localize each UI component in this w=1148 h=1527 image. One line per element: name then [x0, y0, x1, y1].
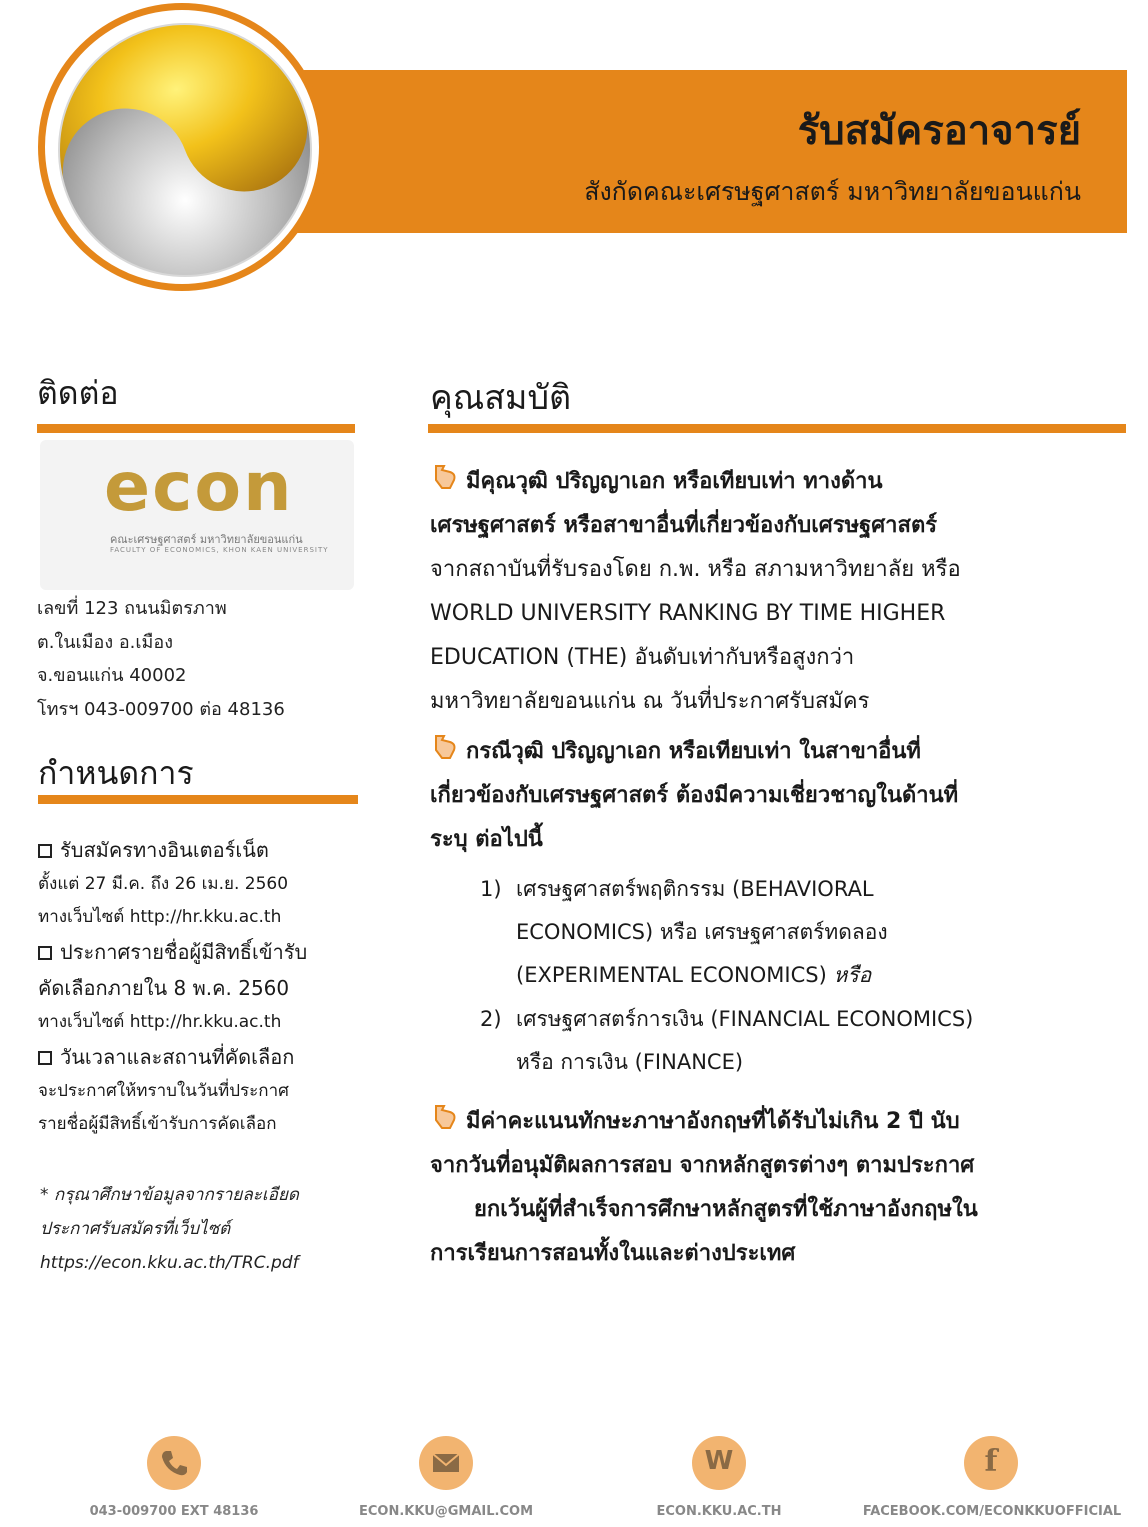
list-number: 2): [480, 1007, 502, 1031]
schedule-note: * กรุณาศึกษาข้อมูลจากรายละเอียด ประกาศรับสมัครที่เว็บไซต์ https://econ.kku.ac.th/TRC.pdf: [40, 1178, 299, 1280]
faculty-logo: [38, 3, 326, 291]
econ-logo-thai: คณะเศรษฐศาสตร์ มหาวิทยาลัยขอนแก่น: [110, 533, 303, 546]
schedule-item-detail: จะประกาศให้ทราบในวันที่ประกาศ: [38, 1081, 289, 1101]
list-text: ECONOMICS) หรือ เศรษฐศาสตร์ทดลอง: [516, 920, 888, 944]
note-link[interactable]: https://econ.kku.ac.th/TRC.pdf: [40, 1253, 299, 1273]
schedule-divider: [38, 795, 358, 804]
qualification-text: การเรียนการสอนทั้งในและต่างประเทศ: [430, 1241, 796, 1266]
schedule-item-detail: ทางเว็บไซต์ http://hr.kku.ac.th: [38, 907, 282, 927]
schedule-item-title: รับสมัครทางอินเตอร์เน็ต: [38, 832, 358, 868]
qualification-text: มีคุณวุฒิ ปริญญาเอก หรือเทียบเท่า ทางด้าน: [466, 469, 883, 494]
phone-icon[interactable]: [147, 1436, 201, 1490]
qualification-text: จากสถาบันที่รับรองโดย ก.พ. หรือ สภามหาวิทยาลัย หรือ: [430, 557, 961, 582]
address-line: จ.ขอนแก่น 40002: [37, 665, 187, 686]
qualification-text: เศรษฐศาสตร์ หรือสาขาอื่นที่เกี่ยวข้องกับเศรษฐศาสตร์: [430, 513, 938, 538]
page-title: รับสมัครอาจารย์: [797, 108, 1081, 154]
schedule-item-title: ประกาศรายชื่อผู้มีสิทธิ์เข้ารับ: [38, 934, 358, 970]
address-line: ต.ในเมือง อ.เมือง: [37, 631, 173, 653]
econ-logo-word: econ: [104, 448, 294, 527]
qualification-text: WORLD UNIVERSITY RANKING BY TIME HIGHER: [430, 601, 946, 626]
list-text: เศรษฐศาสตร์การเงิน (FINANCIAL ECONOMICS): [516, 1007, 974, 1031]
footer-email[interactable]: ECON.KKU@GMAIL.COM: [358, 1504, 534, 1519]
schedule-item-title: วันเวลาและสถานที่คัดเลือก: [38, 1039, 358, 1075]
hand-arrow-icon: [430, 732, 460, 762]
checkbox-icon: [38, 844, 52, 858]
list-number: 1): [480, 877, 502, 901]
email-icon[interactable]: [419, 1436, 473, 1490]
econ-logo-english: FACULTY OF ECONOMICS, KHON KAEN UNIVERSITY: [110, 546, 329, 554]
qualification-text: มหาวิทยาลัยขอนแก่น ณ วันที่ประกาศรับสมัคร: [430, 689, 870, 714]
address-phone: โทรฯ 043-009700 ต่อ 48136: [37, 698, 285, 720]
facebook-icon-letter: f: [984, 1444, 998, 1479]
schedule-item-detail: คัดเลือกภายใน 8 พ.ค. 2560: [38, 976, 290, 1000]
footer-facebook[interactable]: FACEBOOK.COM/ECONKKUOFFICIAL: [862, 1504, 1122, 1519]
qualification-text: EDUCATION (THE) อันดับเท่ากับหรือสูงกว่า: [430, 645, 855, 670]
list-suffix: หรือ: [833, 963, 872, 987]
header-banner: [185, 70, 1127, 233]
website-icon-letter: W: [704, 1446, 734, 1476]
contact-heading: ติดต่อ: [37, 374, 119, 412]
page-subtitle: สังกัดคณะเศรษฐศาสตร์ มหาวิทยาลัยขอนแก่น: [584, 177, 1081, 206]
schedule-heading: กำหนดการ: [38, 754, 194, 792]
footer-phone: 043-009700 EXT 48136: [89, 1504, 259, 1519]
checkbox-icon: [38, 946, 52, 960]
qualification-text: กรณีวุฒิ ปริญญาเอก หรือเทียบเท่า ในสาขาอื่นที่: [466, 739, 921, 764]
qualification-text: เกี่ยวข้องกับเศรษฐศาสตร์ ต้องมีความเชี่ยวชาญในด้านที่: [430, 783, 959, 808]
schedule-item-detail: ทางเว็บไซต์ http://hr.kku.ac.th: [38, 1012, 282, 1032]
list-text: หรือ การเงิน (FINANCE): [516, 1050, 744, 1074]
contact-address: [37, 592, 285, 726]
yin-yang-logo-icon: [55, 20, 315, 280]
schedule-item-detail: รายชื่อผู้มีสิทธิ์เข้ารับการคัดเลือก: [38, 1114, 277, 1134]
qualifications-heading: คุณสมบัติ: [430, 378, 572, 418]
list-text: เศรษฐศาสตร์พฤติกรรม (BEHAVIORAL: [516, 877, 874, 901]
qualification-1: [430, 460, 1120, 724]
hand-arrow-icon: [430, 1102, 460, 1132]
checkbox-icon: [38, 1051, 52, 1065]
contact-divider: [37, 424, 355, 433]
schedule-item-detail: ตั้งแต่ 27 มี.ค. ถึง 26 เม.ย. 2560: [38, 874, 289, 894]
schedule-list: [38, 832, 358, 1141]
econ-logo-card: [40, 440, 354, 590]
qualification-3: [430, 1100, 1120, 1276]
qualifications-divider: [428, 424, 1126, 433]
website-icon[interactable]: [692, 1436, 746, 1490]
qualification-text: ยกเว้นผู้ที่สำเร็จการศึกษาหลักสูตรที่ใช้ภาษาอังกฤษใน: [474, 1197, 978, 1222]
qualification-text: มีค่าคะแนนทักษะภาษาอังกฤษที่ได้รับไม่เกิน 2 ปี นับ: [466, 1109, 960, 1134]
qualification-text: ระบุ ต่อไปนี้: [430, 827, 543, 852]
facebook-icon[interactable]: [964, 1436, 1018, 1490]
address-line: เลขที่ 123 ถนนมิตรภาพ: [37, 598, 227, 619]
hand-arrow-icon: [430, 462, 460, 492]
qualification-2: [430, 730, 1120, 862]
list-text: (EXPERIMENTAL ECONOMICS): [516, 963, 827, 987]
footer-website[interactable]: ECON.KKU.AC.TH: [656, 1504, 782, 1519]
qualification-text: จากวันที่อนุมัติผลการสอบ จากหลักสูตรต่างๆ ตามประกาศ: [430, 1153, 975, 1178]
